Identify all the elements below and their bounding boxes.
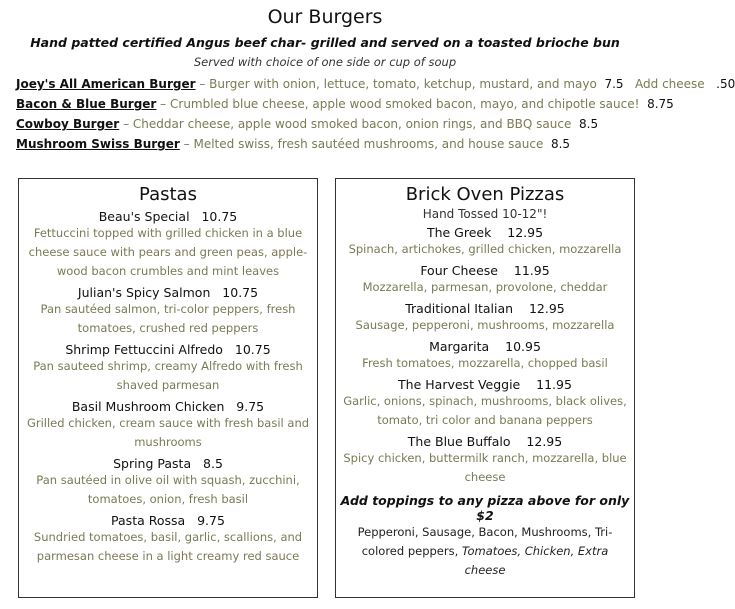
pizza-name: Four Cheese [420, 263, 498, 278]
served-with-note: Served with choice of one side or cup of soup [193, 55, 457, 69]
burger-row: Joey's All American Burger – Burger with onion, lettuce, tomato, ketchup, mustard, and mayo 7.5 Add cheese .50 [16, 77, 735, 91]
pizza-size-note: Hand Tossed 10-12"! [422, 207, 548, 221]
burger-name: Joey's All American Burger [16, 77, 196, 91]
menu-item-heading [336, 301, 634, 316]
pizzas-title: Brick Oven Pizzas [405, 184, 565, 205]
burger-price: 8.75 [647, 97, 674, 111]
toppings-list [336, 523, 634, 580]
pizza-price: 12.95 [507, 225, 544, 240]
pastas-box [18, 178, 318, 598]
page-title: Our Burgers [267, 6, 383, 28]
pasta-price: 10.75 [201, 209, 238, 224]
pizza-desc: Spicy chicken, buttermilk ranch, mozzarella, blue cheese [343, 451, 627, 484]
pasta-price: 10.75 [234, 342, 271, 357]
pizza-name: Margarita [429, 339, 490, 354]
menu-item-heading [19, 456, 317, 471]
pastas-title: Pastas [139, 184, 197, 205]
pizza-price: 11.95 [536, 377, 572, 392]
burger-name: Mushroom Swiss Burger [16, 137, 180, 151]
menu-item-heading [336, 434, 634, 449]
toppings-plain: Pepperoni, Sausage, Bacon, Mushrooms, Tri-colored peppers, [357, 525, 613, 558]
pasta-price: 8.5 [203, 456, 223, 471]
pasta-name: Basil Mushroom Chicken [71, 399, 225, 414]
pasta-price: 9.75 [197, 513, 225, 528]
burger-row: Mushroom Swiss Burger – Melted swiss, fresh sautéed mushrooms, and house sauce 8.5 [16, 137, 571, 151]
pasta-name: Julian's Spicy Salmon [77, 285, 211, 300]
burger-price: 8.5 [550, 137, 571, 151]
pasta-name: Beau's Special [98, 209, 190, 224]
toppings-heading: Add toppings to any pizza above for only $2 [340, 493, 630, 523]
pizza-name: Traditional Italian [405, 301, 514, 316]
burger-name: Bacon & Blue Burger [16, 97, 157, 111]
menu-item-heading [19, 399, 317, 414]
pizza-price: 12.95 [528, 301, 565, 316]
pasta-desc: Grilled chicken, cream sauce with fresh basil and mushrooms [26, 416, 310, 449]
toppings-italic: Tomatoes, Chicken, Extra cheese [461, 544, 609, 577]
pizza-name: The Blue Buffalo [407, 434, 511, 449]
add-cheese-price: .50 [716, 77, 735, 91]
pizza-desc: Garlic, onions, spinach, mushrooms, black olives, tomato, tri color and banana peppers [343, 394, 627, 427]
burger-row: Bacon & Blue Burger – Crumbled blue cheese, apple wood smoked bacon, mayo, and chipotle sauce! 8.75 [16, 97, 674, 111]
pasta-desc: Fettuccini topped with grilled chicken in a blue cheese sauce with pears and green peas, apple-wood bacon crumbles and mint leaves [28, 226, 308, 278]
menu-item-heading [336, 263, 634, 278]
pizza-desc: Sausage, pepperoni, mushrooms, mozzarella [355, 318, 615, 332]
pizza-desc: Mozzarella, parmesan, provolone, cheddar [362, 280, 608, 294]
burger-price: 8.5 [579, 117, 599, 131]
pizza-desc: Spinach, artichokes, grilled chicken, mozzarella [348, 242, 622, 256]
menu-item-heading [19, 342, 317, 357]
pasta-name: Shrimp Fettuccini Alfredo [65, 342, 223, 357]
pasta-desc: Sundried tomatoes, basil, garlic, scallions, and parmesan cheese in a light creamy red sauce [33, 530, 303, 563]
menu-item-heading [336, 339, 634, 354]
pasta-price: 9.75 [236, 399, 265, 414]
pizza-price: 10.95 [505, 339, 541, 354]
menu-item-heading [19, 285, 317, 300]
pizza-desc: Fresh tomatoes, mozzarella, chopped basil [362, 356, 608, 370]
burger-desc: Cheddar cheese, apple wood smoked bacon, onion rings, and BBQ sauce [132, 117, 572, 131]
pasta-desc: Pan sautéed salmon, tri-color peppers, fresh tomatoes, crushed red peppers [40, 302, 296, 335]
menu-item-heading [19, 513, 317, 528]
burger-name: Cowboy Burger [16, 117, 120, 131]
pizza-name: The Greek [426, 225, 492, 240]
pasta-name: Pasta Rossa [111, 513, 186, 528]
burger-desc: Melted swiss, fresh sautéed mushrooms, and house sauce [193, 137, 544, 151]
burger-row: Cowboy Burger – Cheddar cheese, apple wood smoked bacon, onion rings, and BBQ sauce 8.5 [16, 117, 599, 131]
burger-desc: Crumbled blue cheese, apple wood smoked bacon, mayo, and chipotle sauce! [170, 97, 640, 111]
pizza-price: 12.95 [526, 434, 563, 449]
pasta-desc: Pan sauteed shrimp, creamy Alfredo with fresh shaved parmesan [33, 359, 303, 392]
pasta-price: 10.75 [222, 285, 259, 300]
pizza-price: 11.95 [513, 263, 550, 278]
menu-item-heading [336, 377, 634, 392]
burger-desc: Burger with onion, lettuce, tomato, ketchup, mustard, and mayo [209, 77, 597, 91]
pasta-name: Spring Pasta [113, 456, 192, 471]
pizzas-box [335, 178, 635, 598]
burger-price: 7.5 [604, 77, 624, 91]
pasta-desc: Pan sautéed in olive oil with squash, zucchini, tomatoes, onion, fresh basil [36, 473, 300, 506]
add-cheese-label: Add cheese [635, 77, 705, 91]
menu-item-heading [336, 225, 634, 240]
menu-item-heading [19, 209, 317, 224]
burger-tagline: Hand patted certified Angus beef char- grilled and served on a toasted brioche bun [30, 35, 620, 50]
pizza-name: The Harvest Veggie [398, 377, 521, 392]
